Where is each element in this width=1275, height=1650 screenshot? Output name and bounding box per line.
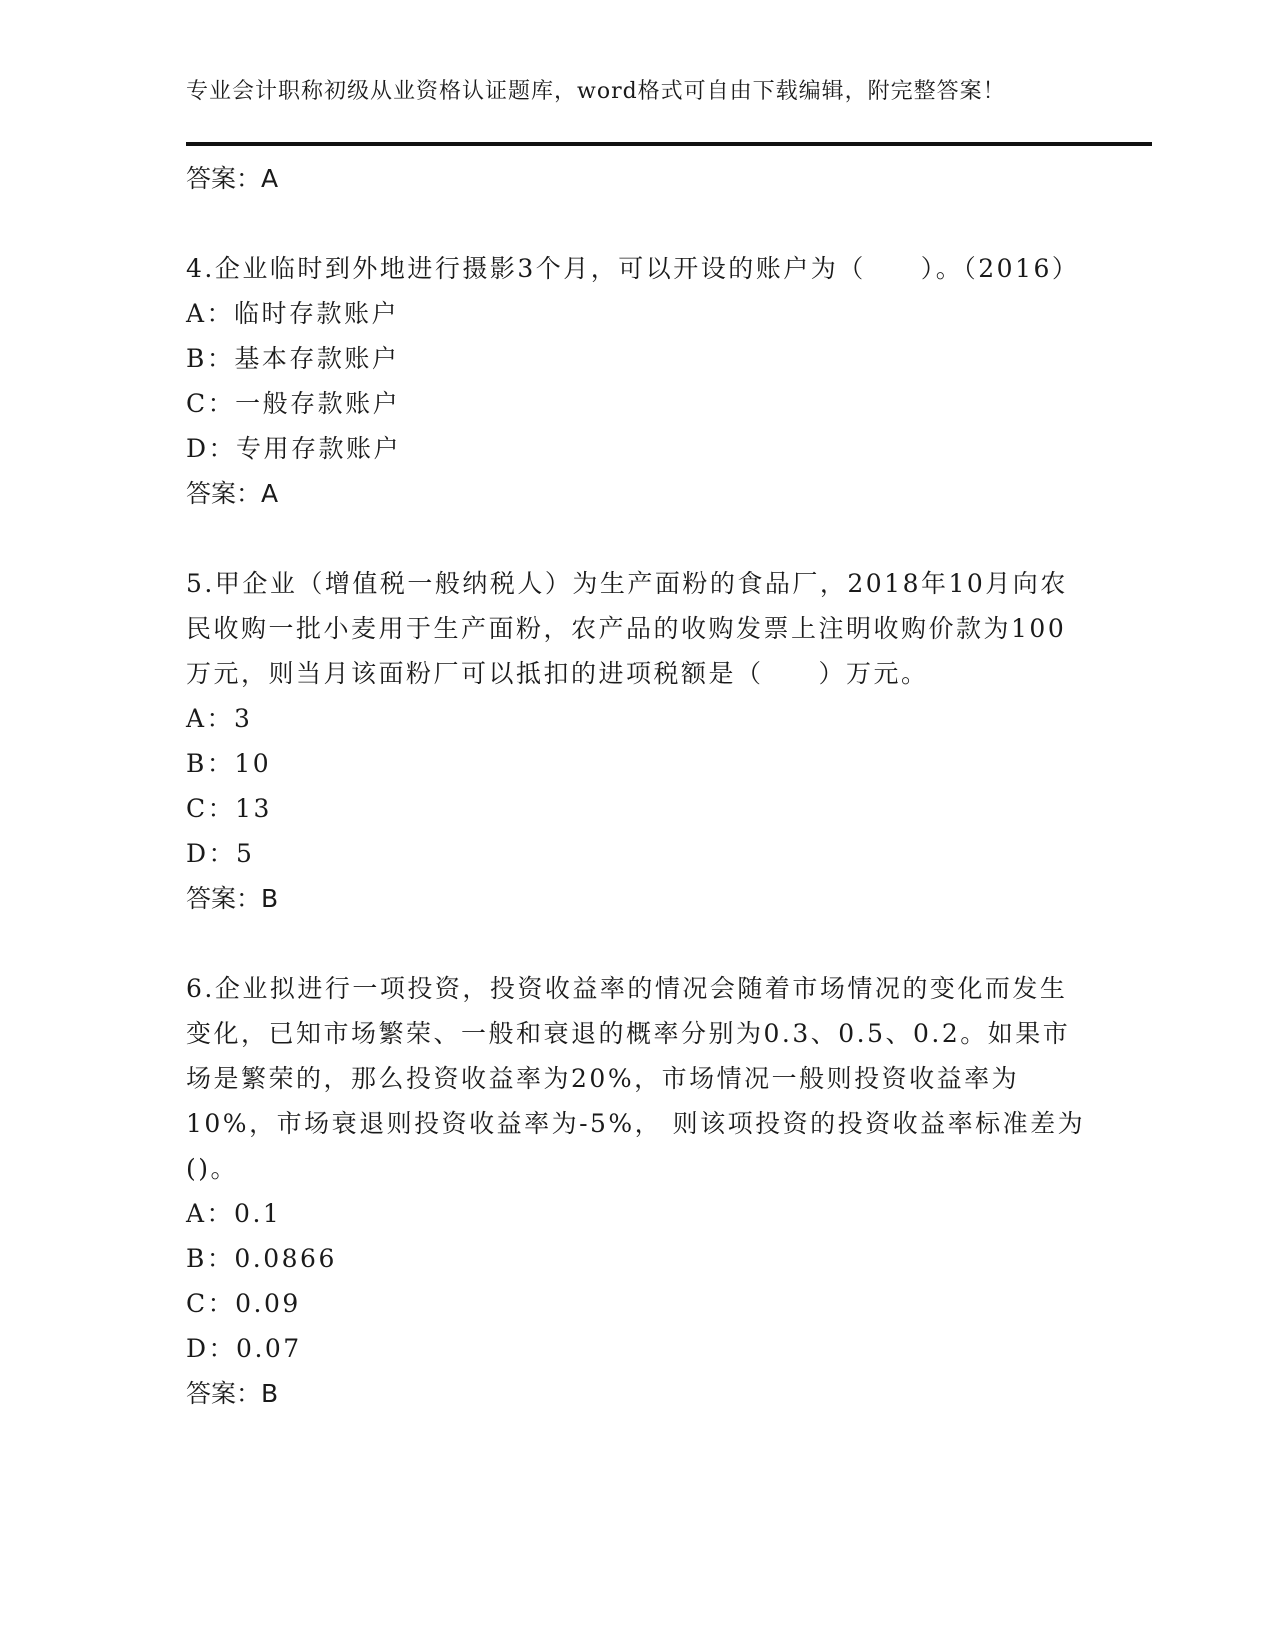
option-c: C：13 xyxy=(186,794,272,823)
option-b: B：基本存款账户 xyxy=(186,344,400,373)
option-b: B：0.0866 xyxy=(186,1244,337,1273)
question-list xyxy=(186,156,1086,1416)
answer-line: 答案：A xyxy=(186,164,279,193)
option-d: D：5 xyxy=(186,839,255,868)
spacer xyxy=(186,921,1086,966)
spacer xyxy=(186,201,1086,246)
option-d: D：0.07 xyxy=(186,1334,302,1363)
answer-line: 答案：B xyxy=(186,884,279,913)
question-block-6 xyxy=(186,966,1086,1416)
option-b: B：10 xyxy=(186,749,272,778)
question-text: 4.企业临时到外地进行摄影3个月，可以开设的账户为（ ）。（2016） xyxy=(186,254,1080,283)
option-c: C：0.09 xyxy=(186,1289,301,1318)
option-c: C：一般存款账户 xyxy=(186,389,401,418)
answer-line: 答案：B xyxy=(186,1379,279,1408)
answer-line: 答案：A xyxy=(186,479,279,508)
question-text: 6.企业拟进行一项投资，投资收益率的情况会随着市场情况的变化而发生变化，已知市场繁荣、一般和衰退的概率分别为0.3、0.5、0.2。如果市场是繁荣的，那么投资收益率为20%，市场情况一般则投资收益率为10%，市场衰退则投资收益率为-5%， 则该项投资的投资收益率标准差为()。 xyxy=(186,974,1086,1183)
page-header: 专业会计职称初级从业资格认证题库，word格式可自由下载编辑，附完整答案！ xyxy=(186,79,1006,104)
option-d: D：专用存款账户 xyxy=(186,434,402,463)
question-block-5 xyxy=(186,561,1086,921)
option-a: A：3 xyxy=(186,704,253,733)
question-block-4 xyxy=(186,246,1086,516)
header-divider xyxy=(186,142,1152,146)
question-text: 5.甲企业（增值税一般纳税人）为生产面粉的食品厂，2018年10月向农民收购一批小麦用于生产面粉，农产品的收购发票上注明收购价款为100万元，则当月该面粉厂可以抵扣的进项税额是（ ）万元。 xyxy=(186,569,1068,688)
option-a: A：0.1 xyxy=(186,1199,282,1228)
spacer xyxy=(186,516,1086,561)
option-a: A：临时存款账户 xyxy=(186,299,400,328)
